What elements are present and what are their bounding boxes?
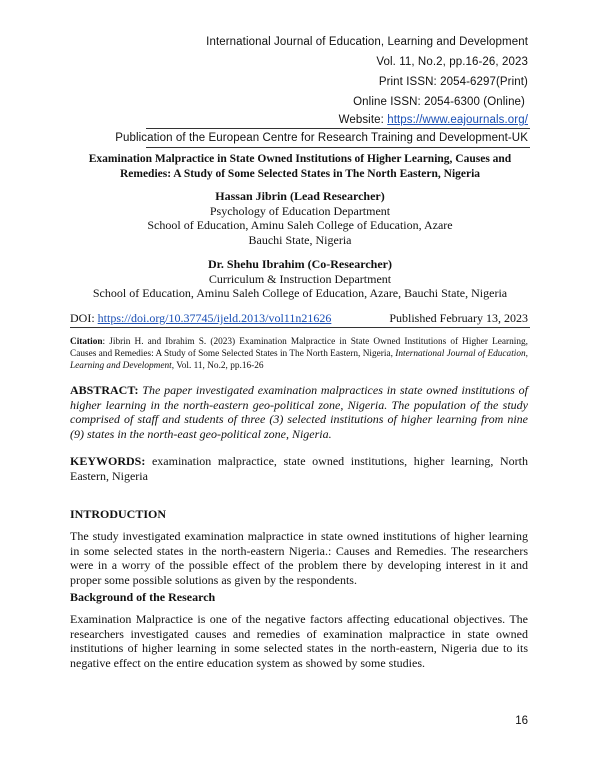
print-issn: Print ISSN: 2054-6297(Print) [378,76,528,88]
author2-name: Dr. Shehu Ibrahim (Co-Researcher) [208,257,392,271]
publisher-rule [146,147,530,148]
online-issn: Online ISSN: 2054-6300 (Online) [353,96,525,108]
header-rule [146,128,530,129]
title-line-1: Examination Malpractice in State Owned Institutions of Higher Learning, Causes and [88,153,512,165]
abstract-text: The paper investigated examination malpractices in state owned institutions of higher learning in the north-eastern geo-political zone, Nigeria. The population of the study comprised of staff and students of three (3) selected institutions of higher learning from nine (9) states in the north-east geo-political zone, Nigeria. [70,383,528,441]
doi-link[interactable]: https://doi.org/10.37745/ijeld.2013/vol11n21626 [97,311,332,325]
citation [70,336,528,372]
keywords-text: examination malpractice, state owned institutions, higher learning, North Eastern, Nigeria [70,454,528,483]
paper-title [70,152,530,181]
doi-line [70,311,331,326]
citation-tail: , Vol. 11, No.2, pp.16-26 [171,361,264,371]
introduction-text: The study investigated examination malpractice in state owned institutions of higher learning in some selected states in the north-eastern Nigeria.: Causes and Remedies. The researchers were in a worry of the possible effect of the problem there by developing interest in it and proper some possible solutions as given by the respondents. [70,529,528,587]
title-line-2: Remedies: A Study of Some Selected States in The North Eastern, Nigeria [119,167,481,180]
website-link[interactable]: https://www.eajournals.org/ [387,114,528,126]
introduction-heading: INTRODUCTION [70,507,167,521]
page-number: 16 [515,715,528,727]
background-text: Examination Malpractice is one of the negative factors affecting educational objectives. The researchers investigated causes and remedies of examination malpractice in state owned institutions of higher learning in some selected states in the north-eastern, Nigeria due to its negative effect on the entire education system as showed by some studies. [70,612,528,670]
author2-block [70,257,530,301]
author1-name: Hassan Jibrin (Lead Researcher) [215,189,385,203]
citation-journal: International Journal of Education, Learning and Development [70,349,528,371]
abstract-label: ABSTRACT: [70,383,139,397]
published-date: Published February 13, 2023 [389,311,528,325]
author1-block [70,189,530,247]
citation-text: : Jibrin H. and Ibrahim S. (2023) Examination Malpractice in State Owned Institutions of Higher Learning, Causes and Remedies: A Study of Some Selected States in The North Eastern, Nigeria, [70,337,528,359]
volume-info: Vol. 11, No.2, pp.16-26, 2023 [376,56,528,68]
citation-label: Citation [70,337,103,347]
website-line [339,114,528,126]
abstract [70,383,528,441]
background-heading: Background of the Research [70,590,216,604]
website-label: Website: [338,114,388,126]
author1-school: School of Education, Aminu Saleh College of Education, Azare [147,218,453,232]
keywords [70,454,528,483]
journal-name: International Journal of Education, Learning and Development [206,36,528,48]
doi-rule [70,327,530,328]
doi-label: DOI: [70,311,98,325]
author1-dept: Psychology of Education Department [209,203,391,218]
author2-school: School of Education, Aminu Saleh College of Education, Azare, Bauchi State, Nigeria [92,286,508,300]
doi-row [70,311,528,326]
keywords-label: KEYWORDS: [70,454,146,468]
publisher-line: Publication of the European Centre for Research Training and Development-UK [115,132,528,144]
author1-location: Bauchi State, Nigeria [248,232,352,247]
author2-dept: Curriculum & Instruction Department [208,271,392,286]
